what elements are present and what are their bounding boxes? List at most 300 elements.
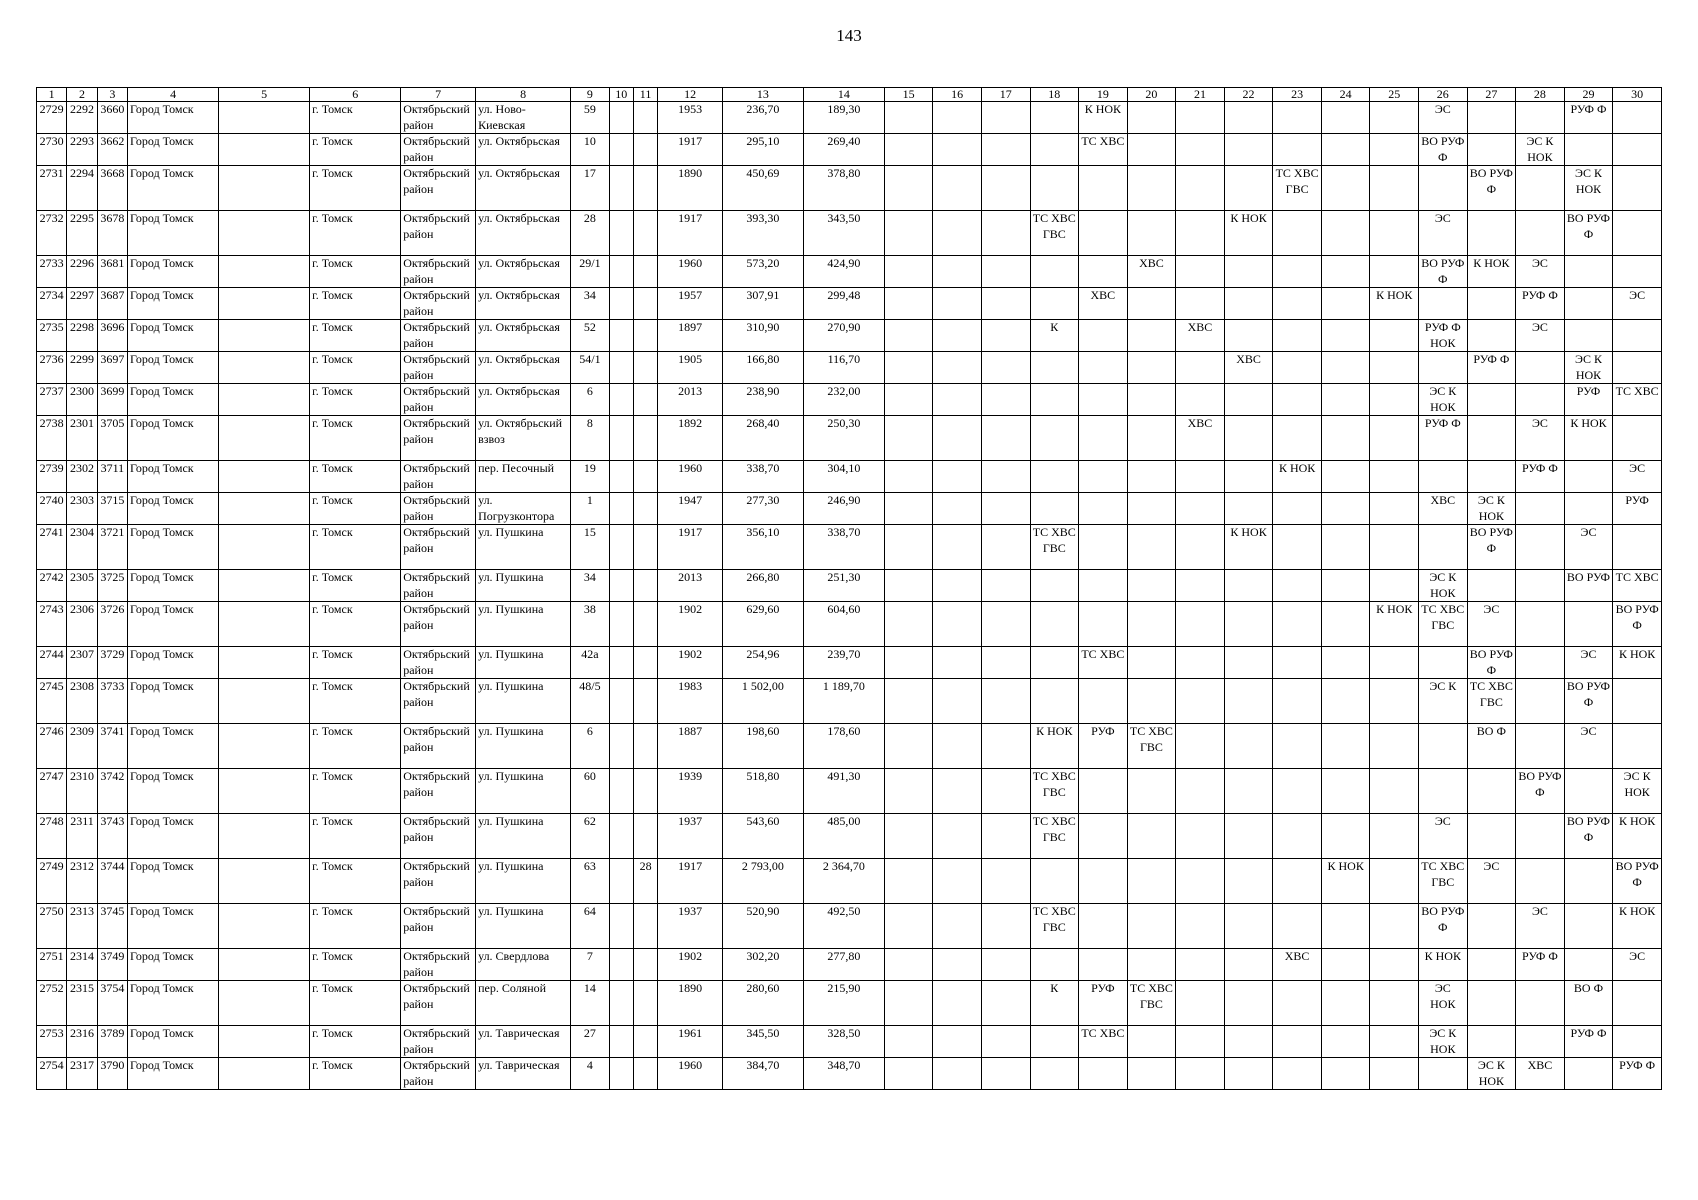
cell-col-29 xyxy=(1564,461,1613,493)
cell-col-4: Город Томск xyxy=(128,904,219,949)
cell-col-1: 2745 xyxy=(37,679,67,724)
cell-col-22 xyxy=(1224,288,1273,320)
cell-col-1: 2739 xyxy=(37,461,67,493)
cell-col-17 xyxy=(981,525,1030,570)
cell-col-19 xyxy=(1079,570,1128,602)
cell-col-27 xyxy=(1467,416,1516,461)
column-header-29: 29 xyxy=(1564,88,1613,102)
cell-col-2: 2295 xyxy=(67,211,97,256)
cell-col-13: 393,30 xyxy=(722,211,803,256)
cell-col-2: 2298 xyxy=(67,320,97,352)
cell-col-25 xyxy=(1370,570,1419,602)
cell-col-11 xyxy=(633,1058,657,1090)
cell-col-6: г. Томск xyxy=(310,570,401,602)
cell-col-23 xyxy=(1273,525,1322,570)
cell-col-13: 268,40 xyxy=(722,416,803,461)
cell-col-4: Город Томск xyxy=(128,1058,219,1090)
cell-col-20 xyxy=(1127,288,1176,320)
cell-col-1: 2752 xyxy=(37,981,67,1026)
cell-col-4: Город Томск xyxy=(128,679,219,724)
cell-col-4: Город Томск xyxy=(128,769,219,814)
column-header-23: 23 xyxy=(1273,88,1322,102)
cell-col-18: К xyxy=(1030,320,1079,352)
cell-col-26: ЭС К xyxy=(1419,679,1468,724)
cell-col-1: 2733 xyxy=(37,256,67,288)
cell-col-23 xyxy=(1273,602,1322,647)
cell-col-22 xyxy=(1224,769,1273,814)
cell-col-2: 2293 xyxy=(67,134,97,166)
cell-col-26: ВО РУФ Ф xyxy=(1419,134,1468,166)
cell-col-18: ТС ХВС ГВС xyxy=(1030,525,1079,570)
cell-col-23: ТС ХВС ГВС xyxy=(1273,166,1322,211)
cell-col-5 xyxy=(219,570,310,602)
cell-col-6: г. Томск xyxy=(310,352,401,384)
cell-col-30 xyxy=(1613,211,1662,256)
cell-col-3: 3715 xyxy=(97,493,127,525)
cell-col-30: К НОК xyxy=(1613,647,1662,679)
cell-col-29: РУФ Ф xyxy=(1564,1026,1613,1058)
cell-col-15 xyxy=(884,525,933,570)
cell-col-30: ЭС xyxy=(1613,461,1662,493)
cell-col-3: 3789 xyxy=(97,1026,127,1058)
cell-col-7: Октябрьский район xyxy=(401,949,476,981)
cell-col-27 xyxy=(1467,814,1516,859)
cell-col-11 xyxy=(633,416,657,461)
cell-col-7: Октябрьский район xyxy=(401,647,476,679)
cell-col-13: 338,70 xyxy=(722,461,803,493)
cell-col-11 xyxy=(633,102,657,134)
cell-col-19 xyxy=(1079,525,1128,570)
cell-col-4: Город Томск xyxy=(128,647,219,679)
cell-col-4: Город Томск xyxy=(128,814,219,859)
cell-col-8: ул. Пушкина xyxy=(476,904,571,949)
cell-col-9: 10 xyxy=(571,134,609,166)
cell-col-11 xyxy=(633,352,657,384)
cell-col-6: г. Томск xyxy=(310,904,401,949)
cell-col-28 xyxy=(1516,602,1565,647)
cell-col-28 xyxy=(1516,493,1565,525)
cell-col-15 xyxy=(884,134,933,166)
cell-col-11 xyxy=(633,166,657,211)
cell-col-21 xyxy=(1176,1058,1225,1090)
cell-col-3: 3790 xyxy=(97,1058,127,1090)
cell-col-12: 1917 xyxy=(658,859,723,904)
cell-col-29 xyxy=(1564,256,1613,288)
column-header-18: 18 xyxy=(1030,88,1079,102)
cell-col-29: РУФ Ф xyxy=(1564,102,1613,134)
cell-col-2: 2307 xyxy=(67,647,97,679)
cell-col-16 xyxy=(933,416,982,461)
cell-col-20 xyxy=(1127,769,1176,814)
cell-col-19 xyxy=(1079,769,1128,814)
cell-col-7: Октябрьский район xyxy=(401,769,476,814)
cell-col-18 xyxy=(1030,949,1079,981)
cell-col-28 xyxy=(1516,1026,1565,1058)
cell-col-30 xyxy=(1613,981,1662,1026)
cell-col-23 xyxy=(1273,134,1322,166)
cell-col-29 xyxy=(1564,493,1613,525)
cell-col-23 xyxy=(1273,493,1322,525)
cell-col-25 xyxy=(1370,647,1419,679)
cell-col-8: ул. Таврическая xyxy=(476,1058,571,1090)
cell-col-6: г. Томск xyxy=(310,981,401,1026)
cell-col-5 xyxy=(219,166,310,211)
cell-col-18 xyxy=(1030,134,1079,166)
cell-col-9: 19 xyxy=(571,461,609,493)
cell-col-12: 2013 xyxy=(658,384,723,416)
cell-col-6: г. Томск xyxy=(310,416,401,461)
cell-col-3: 3696 xyxy=(97,320,127,352)
cell-col-17 xyxy=(981,102,1030,134)
column-header-2: 2 xyxy=(67,88,97,102)
cell-col-27 xyxy=(1467,288,1516,320)
cell-col-27 xyxy=(1467,949,1516,981)
cell-col-9: 52 xyxy=(571,320,609,352)
cell-col-26: ВО РУФ Ф xyxy=(1419,904,1468,949)
cell-col-24 xyxy=(1321,525,1370,570)
table-row xyxy=(37,981,1662,1026)
cell-col-2: 2292 xyxy=(67,102,97,134)
column-header-15: 15 xyxy=(884,88,933,102)
cell-col-14: 492,50 xyxy=(803,904,884,949)
cell-col-17 xyxy=(981,1026,1030,1058)
cell-col-13: 266,80 xyxy=(722,570,803,602)
cell-col-3: 3729 xyxy=(97,647,127,679)
cell-col-21 xyxy=(1176,949,1225,981)
cell-col-9: 4 xyxy=(571,1058,609,1090)
cell-col-28 xyxy=(1516,211,1565,256)
cell-col-19: ТС ХВС xyxy=(1079,647,1128,679)
cell-col-20 xyxy=(1127,102,1176,134)
cell-col-27 xyxy=(1467,769,1516,814)
cell-col-28: ЭС К НОК xyxy=(1516,134,1565,166)
cell-col-9: 64 xyxy=(571,904,609,949)
cell-col-30: ТС ХВС xyxy=(1613,384,1662,416)
cell-col-12: 1961 xyxy=(658,1026,723,1058)
cell-col-10 xyxy=(609,679,633,724)
cell-col-12: 1917 xyxy=(658,134,723,166)
cell-col-10 xyxy=(609,814,633,859)
cell-col-18 xyxy=(1030,679,1079,724)
cell-col-16 xyxy=(933,570,982,602)
cell-col-23 xyxy=(1273,211,1322,256)
table-row xyxy=(37,256,1662,288)
cell-col-5 xyxy=(219,647,310,679)
cell-col-24 xyxy=(1321,570,1370,602)
cell-col-11 xyxy=(633,679,657,724)
cell-col-28 xyxy=(1516,814,1565,859)
cell-col-3: 3668 xyxy=(97,166,127,211)
cell-col-26: ЭС К НОК xyxy=(1419,384,1468,416)
cell-col-12: 1902 xyxy=(658,949,723,981)
cell-col-25 xyxy=(1370,981,1419,1026)
cell-col-1: 2749 xyxy=(37,859,67,904)
cell-col-2: 2296 xyxy=(67,256,97,288)
cell-col-6: г. Томск xyxy=(310,525,401,570)
cell-col-7: Октябрьский район xyxy=(401,352,476,384)
cell-col-4: Город Томск xyxy=(128,525,219,570)
table-row xyxy=(37,602,1662,647)
cell-col-17 xyxy=(981,211,1030,256)
cell-col-20 xyxy=(1127,1026,1176,1058)
cell-col-5 xyxy=(219,1058,310,1090)
cell-col-17 xyxy=(981,288,1030,320)
cell-col-11 xyxy=(633,320,657,352)
column-header-6: 6 xyxy=(310,88,401,102)
cell-col-1: 2742 xyxy=(37,570,67,602)
cell-col-24: К НОК xyxy=(1321,859,1370,904)
cell-col-6: г. Томск xyxy=(310,814,401,859)
cell-col-1: 2753 xyxy=(37,1026,67,1058)
cell-col-24 xyxy=(1321,493,1370,525)
cell-col-1: 2746 xyxy=(37,724,67,769)
cell-col-16 xyxy=(933,134,982,166)
cell-col-19 xyxy=(1079,166,1128,211)
cell-col-22 xyxy=(1224,859,1273,904)
cell-col-28: ЭС xyxy=(1516,320,1565,352)
cell-col-14: 1 189,70 xyxy=(803,679,884,724)
cell-col-10 xyxy=(609,320,633,352)
cell-col-12: 1960 xyxy=(658,461,723,493)
cell-col-6: г. Томск xyxy=(310,493,401,525)
cell-col-27 xyxy=(1467,384,1516,416)
cell-col-26 xyxy=(1419,769,1468,814)
cell-col-17 xyxy=(981,814,1030,859)
cell-col-1: 2735 xyxy=(37,320,67,352)
cell-col-7: Октябрьский район xyxy=(401,211,476,256)
cell-col-30: ВО РУФ Ф xyxy=(1613,859,1662,904)
cell-col-9: 29/1 xyxy=(571,256,609,288)
cell-col-8: ул. Октябрьская xyxy=(476,320,571,352)
cell-col-4: Город Томск xyxy=(128,461,219,493)
cell-col-24 xyxy=(1321,1058,1370,1090)
cell-col-22 xyxy=(1224,1058,1273,1090)
cell-col-19 xyxy=(1079,679,1128,724)
table-row xyxy=(37,1026,1662,1058)
cell-col-11 xyxy=(633,814,657,859)
cell-col-28 xyxy=(1516,724,1565,769)
cell-col-27: К НОК xyxy=(1467,256,1516,288)
cell-col-26 xyxy=(1419,647,1468,679)
cell-col-9: 54/1 xyxy=(571,352,609,384)
cell-col-21: ХВС xyxy=(1176,416,1225,461)
cell-col-1: 2750 xyxy=(37,904,67,949)
cell-col-29 xyxy=(1564,769,1613,814)
cell-col-27: ВО РУФ Ф xyxy=(1467,525,1516,570)
cell-col-6: г. Томск xyxy=(310,1026,401,1058)
cell-col-18 xyxy=(1030,461,1079,493)
cell-col-21 xyxy=(1176,769,1225,814)
cell-col-11 xyxy=(633,384,657,416)
cell-col-29: ВО РУФ Ф xyxy=(1564,211,1613,256)
cell-col-14: 343,50 xyxy=(803,211,884,256)
cell-col-19: К НОК xyxy=(1079,102,1128,134)
cell-col-9: 63 xyxy=(571,859,609,904)
cell-col-30 xyxy=(1613,320,1662,352)
column-header-21: 21 xyxy=(1176,88,1225,102)
cell-col-23 xyxy=(1273,724,1322,769)
column-header-20: 20 xyxy=(1127,88,1176,102)
cell-col-12: 1947 xyxy=(658,493,723,525)
cell-col-9: 17 xyxy=(571,166,609,211)
cell-col-6: г. Томск xyxy=(310,320,401,352)
cell-col-1: 2741 xyxy=(37,525,67,570)
cell-col-12: 1892 xyxy=(658,416,723,461)
cell-col-6: г. Томск xyxy=(310,256,401,288)
cell-col-26 xyxy=(1419,461,1468,493)
cell-col-18 xyxy=(1030,493,1079,525)
cell-col-9: 34 xyxy=(571,288,609,320)
cell-col-20 xyxy=(1127,679,1176,724)
cell-col-27 xyxy=(1467,981,1516,1026)
cell-col-24 xyxy=(1321,461,1370,493)
cell-col-18 xyxy=(1030,166,1079,211)
cell-col-7: Октябрьский район xyxy=(401,134,476,166)
cell-col-2: 2309 xyxy=(67,724,97,769)
column-header-24: 24 xyxy=(1321,88,1370,102)
cell-col-12: 1890 xyxy=(658,981,723,1026)
cell-col-25 xyxy=(1370,102,1419,134)
cell-col-26 xyxy=(1419,166,1468,211)
cell-col-22 xyxy=(1224,570,1273,602)
cell-col-25 xyxy=(1370,211,1419,256)
cell-col-12: 1960 xyxy=(658,256,723,288)
cell-col-29 xyxy=(1564,949,1613,981)
cell-col-7: Октябрьский район xyxy=(401,904,476,949)
cell-col-21 xyxy=(1176,134,1225,166)
cell-col-14: 250,30 xyxy=(803,416,884,461)
cell-col-21 xyxy=(1176,102,1225,134)
cell-col-2: 2300 xyxy=(67,384,97,416)
cell-col-15 xyxy=(884,384,933,416)
cell-col-15 xyxy=(884,1026,933,1058)
cell-col-22 xyxy=(1224,384,1273,416)
cell-col-24 xyxy=(1321,256,1370,288)
cell-col-2: 2314 xyxy=(67,949,97,981)
cell-col-29: ВО РУФ xyxy=(1564,570,1613,602)
cell-col-26 xyxy=(1419,288,1468,320)
column-header-27: 27 xyxy=(1467,88,1516,102)
cell-col-8: ул. Пушкина xyxy=(476,570,571,602)
column-header-30: 30 xyxy=(1613,88,1662,102)
cell-col-23 xyxy=(1273,981,1322,1026)
cell-col-17 xyxy=(981,769,1030,814)
cell-col-8: пер. Соляной xyxy=(476,981,571,1026)
cell-col-17 xyxy=(981,256,1030,288)
cell-col-16 xyxy=(933,320,982,352)
column-header-28: 28 xyxy=(1516,88,1565,102)
cell-col-24 xyxy=(1321,981,1370,1026)
cell-col-19: РУФ xyxy=(1079,724,1128,769)
cell-col-10 xyxy=(609,134,633,166)
cell-col-19 xyxy=(1079,904,1128,949)
cell-col-11 xyxy=(633,981,657,1026)
table-row xyxy=(37,724,1662,769)
cell-col-30: ЭС xyxy=(1613,949,1662,981)
cell-col-13: 356,10 xyxy=(722,525,803,570)
cell-col-14: 269,40 xyxy=(803,134,884,166)
cell-col-9: 1 xyxy=(571,493,609,525)
cell-col-13: 345,50 xyxy=(722,1026,803,1058)
cell-col-1: 2737 xyxy=(37,384,67,416)
cell-col-8: ул. Пушкина xyxy=(476,769,571,814)
cell-col-24 xyxy=(1321,102,1370,134)
cell-col-4: Город Томск xyxy=(128,416,219,461)
cell-col-14: 378,80 xyxy=(803,166,884,211)
cell-col-30 xyxy=(1613,352,1662,384)
cell-col-2: 2299 xyxy=(67,352,97,384)
cell-col-4: Город Томск xyxy=(128,384,219,416)
cell-col-16 xyxy=(933,647,982,679)
column-header-7: 7 xyxy=(401,88,476,102)
cell-col-24 xyxy=(1321,211,1370,256)
cell-col-12: 1902 xyxy=(658,602,723,647)
cell-col-9: 59 xyxy=(571,102,609,134)
cell-col-30: ЭС К НОК xyxy=(1613,769,1662,814)
cell-col-7: Октябрьский район xyxy=(401,525,476,570)
cell-col-8: ул. Ново-Киевская xyxy=(476,102,571,134)
cell-col-21 xyxy=(1176,647,1225,679)
cell-col-19 xyxy=(1079,320,1128,352)
cell-col-13: 2 793,00 xyxy=(722,859,803,904)
cell-col-20 xyxy=(1127,416,1176,461)
cell-col-14: 604,60 xyxy=(803,602,884,647)
page-number: 143 xyxy=(836,26,862,45)
cell-col-3: 3744 xyxy=(97,859,127,904)
cell-col-13: 518,80 xyxy=(722,769,803,814)
cell-col-20: ТС ХВС ГВС xyxy=(1127,981,1176,1026)
cell-col-27: ЭС xyxy=(1467,602,1516,647)
cell-col-29 xyxy=(1564,320,1613,352)
cell-col-18 xyxy=(1030,416,1079,461)
cell-col-12: 1937 xyxy=(658,904,723,949)
cell-col-16 xyxy=(933,602,982,647)
cell-col-7: Октябрьский район xyxy=(401,288,476,320)
cell-col-29 xyxy=(1564,1058,1613,1090)
cell-col-13: 520,90 xyxy=(722,904,803,949)
cell-col-17 xyxy=(981,904,1030,949)
cell-col-4: Город Томск xyxy=(128,211,219,256)
cell-col-22 xyxy=(1224,1026,1273,1058)
cell-col-18 xyxy=(1030,1026,1079,1058)
cell-col-4: Город Томск xyxy=(128,602,219,647)
cell-col-29: ЭС xyxy=(1564,647,1613,679)
cell-col-12: 1902 xyxy=(658,647,723,679)
cell-col-1: 2740 xyxy=(37,493,67,525)
cell-col-8: ул. Октябрьская xyxy=(476,166,571,211)
cell-col-16 xyxy=(933,525,982,570)
cell-col-12: 1960 xyxy=(658,1058,723,1090)
cell-col-30 xyxy=(1613,166,1662,211)
cell-col-1: 2730 xyxy=(37,134,67,166)
cell-col-4: Город Томск xyxy=(128,493,219,525)
cell-col-20 xyxy=(1127,352,1176,384)
cell-col-6: г. Томск xyxy=(310,602,401,647)
cell-col-29: ВО РУФ Ф xyxy=(1564,814,1613,859)
cell-col-26: ХВС xyxy=(1419,493,1468,525)
cell-col-19: ТС ХВС xyxy=(1079,1026,1128,1058)
cell-col-8: ул. Пушкина xyxy=(476,679,571,724)
cell-col-29: ЭС К НОК xyxy=(1564,166,1613,211)
cell-col-14: 299,48 xyxy=(803,288,884,320)
cell-col-18 xyxy=(1030,602,1079,647)
table-row xyxy=(37,1058,1662,1090)
cell-col-14: 424,90 xyxy=(803,256,884,288)
cell-col-26: ВО РУФ Ф xyxy=(1419,256,1468,288)
cell-col-14: 328,50 xyxy=(803,1026,884,1058)
column-header-8: 8 xyxy=(476,88,571,102)
cell-col-27: ЭС К НОК xyxy=(1467,493,1516,525)
